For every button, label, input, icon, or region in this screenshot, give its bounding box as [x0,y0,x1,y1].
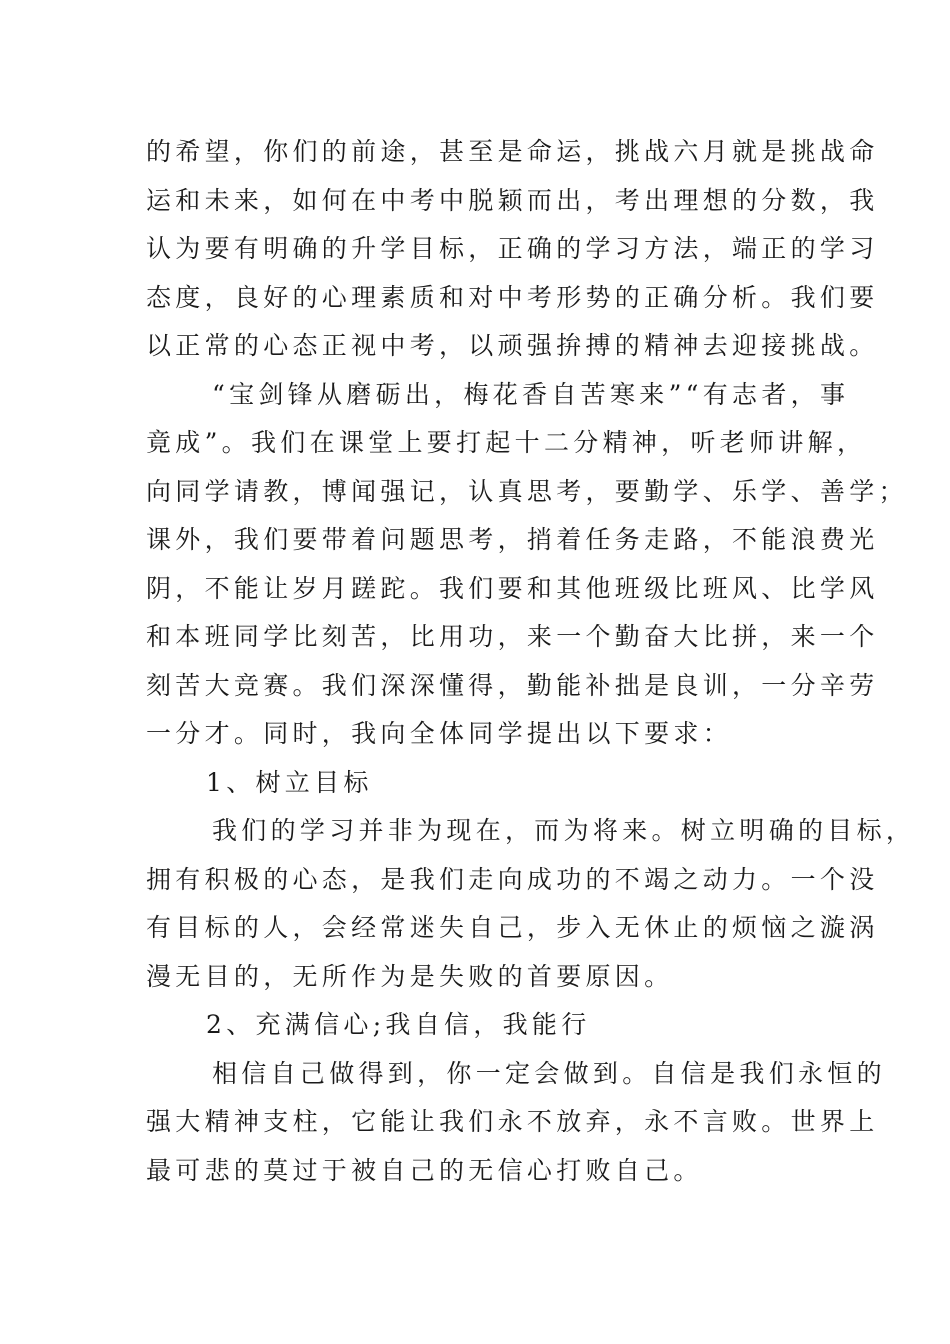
section-heading: 1、树立目标 [206,767,373,797]
paragraph-line: 一分才。同时，我向全体同学提出以下要求： [146,719,733,748]
section-heading: 2、充满信心;我自信，我能行 [206,1010,591,1039]
paragraph-line: 课外，我们要带着问题思考，捎着任务走路，不能浪费光 [146,525,879,554]
paragraph-line: 有目标的人，会经常迷失自己，步入无休止的烦恼之漩涡 [146,913,879,942]
paragraph-line: 认为要有明确的升学目标，正确的学习方法，端正的学习 [146,234,879,263]
paragraph-line: 向同学请教，博闻强记，认真思考，要勤学、乐学、善学； [146,476,908,506]
document-body [146,128,916,1195]
paragraph-line: 和本班同学比刻苦，比用功，来一个勤奋大比拼，来一个 [146,622,879,651]
paragraph-line: 强大精神支柱，它能让我们永不放弃，永不言败。世界上 [146,1107,879,1136]
paragraph-line: 漫无目的，无所作为是失败的首要原因。 [146,961,674,991]
paragraph-line: 以正常的心态正视中考，以顽强拚搏的精神去迎接挑战。 [146,331,879,360]
paragraph-line: 态度，良好的心理素质和对中考形势的正确分析。我们要 [146,282,879,312]
paragraph-line: 刻苦大竞赛。我们深深懂得，勤能补拙是良训，一分辛劳 [146,670,879,700]
paragraph-line: 竟成”。我们在课堂上要打起十二分精神，听老师讲解， [146,428,867,457]
paragraph-line: 拥有积极的心态，是我们走向成功的不竭之动力。一个没 [146,864,879,894]
paragraph-line: 我们的学习并非为现在，而为将来。树立明确的目标， [212,816,916,845]
paragraph-line: 的希望，你们的前途，甚至是命运，挑战六月就是挑战命 [146,137,879,166]
paragraph-line: 相信自己做得到，你一定会做到。自信是我们永恒的 [212,1058,886,1088]
paragraph-line: 运和未来，如何在中考中脱颖而出，考出理想的分数，我 [146,185,879,215]
paragraph-line: 最可悲的莫过于被自己的无信心打败自己。 [146,1155,703,1185]
paragraph-line: 阴，不能让岁月蹉跎。我们要和其他班级比班风、比学风 [146,573,879,603]
paragraph-line: “宝剑锋从磨砺出，梅花香自苦寒来”“有志者，事 [212,379,850,409]
